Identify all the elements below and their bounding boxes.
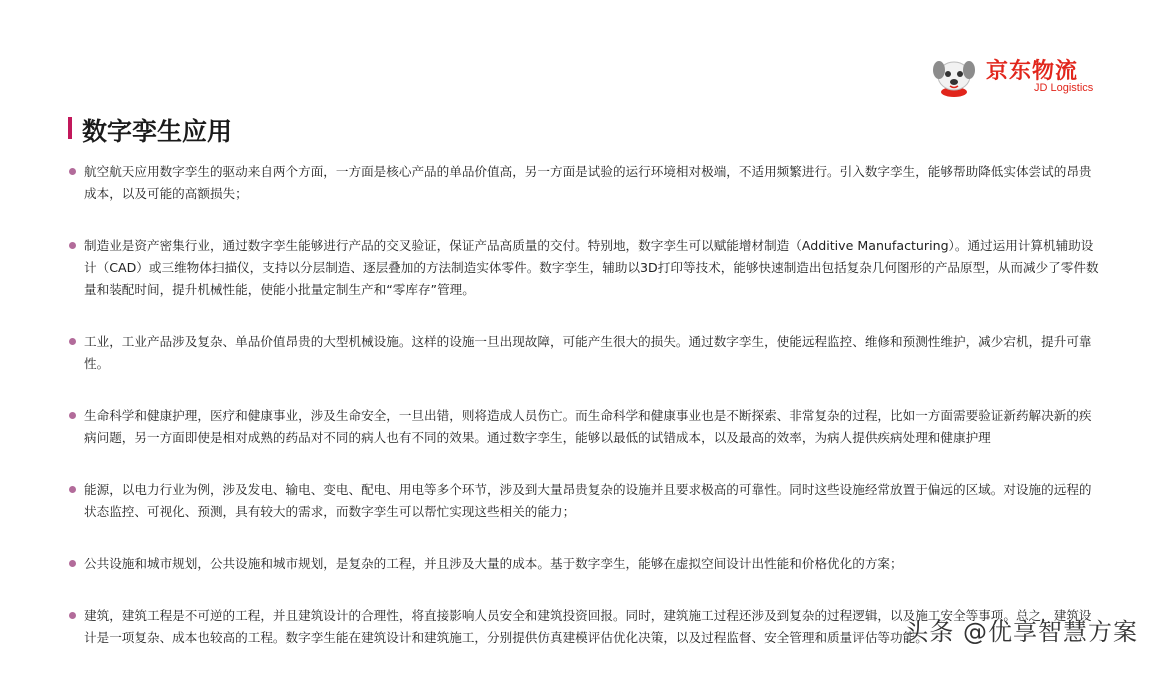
page-title: 数字孪生应用 bbox=[82, 117, 233, 146]
title-accent-bar bbox=[68, 117, 72, 139]
bullet-dot-icon bbox=[69, 242, 76, 249]
bullet-text: 公共设施和城市规划，公共设施和城市规划，是复杂的工程，并且涉及大量的成本。基于数字孪生，能够在虚拟空间设计出性能和价格优化的方案； bbox=[84, 556, 903, 571]
list-item bbox=[68, 553, 1104, 575]
bullet-text: 建筑，建筑工程是不可逆的工程，并且建筑设计的合理性，将直接影响人员安全和建筑投资回报。同时，建筑施工过程还涉及到复杂的过程逻辑，以及施工安全等事项。总之，建筑设计是一项复杂、成本也较高的工程。数字孪生能在建筑设计和建筑施工，分别提供仿真建模评估优化决策，以及过程监督、安全管理和质量评估等功能。 bbox=[84, 608, 1092, 645]
bullet-dot-icon bbox=[69, 412, 76, 419]
bullet-dot-icon bbox=[69, 560, 76, 567]
bullet-dot-icon bbox=[69, 168, 76, 175]
jd-logistics-logo bbox=[930, 52, 1100, 102]
list-item bbox=[68, 479, 1104, 523]
list-item bbox=[68, 405, 1104, 449]
watermark-text: 头条 @优享智慧方案 bbox=[904, 618, 1138, 646]
bullet-dot-icon bbox=[69, 486, 76, 493]
bullet-text: 生命科学和健康护理，医疗和健康事业，涉及生命安全，一旦出错，则将造成人员伤亡。而生命科学和健康事业也是不断探索、非常复杂的过程，比如一方面需要验证新药解决新的疾病问题，另一方面即使是相对成熟的药品对不同的病人也有不同的效果。通过数字孪生，能够以最低的试错成本，以及最高的效率，为病人提供疾病处理和健康护理 bbox=[84, 408, 1092, 445]
list-item bbox=[68, 331, 1104, 375]
bullet-text: 能源，以电力行业为例，涉及发电、输电、变电、配电、用电等多个环节，涉及到大量昂贵复杂的设施并且要求极高的可靠性。同时这些设施经常放置于偏远的区域。对设施的远程的状态监控、可视化、预测，具有较大的需求，而数字孪生可以帮忙实现这些相关的能力； bbox=[84, 482, 1092, 519]
bullet-text: 工业，工业产品涉及复杂、单品价值昂贵的大型机械设施。这样的设施一旦出现故障，可能产生很大的损失。通过数字孪生，使能远程监控、维修和预测性维护，减少宕机，提升可靠性。 bbox=[84, 334, 1092, 371]
bullet-text: 航空航天应用数字孪生的驱动来自两个方面，一方面是核心产品的单品价值高，另一方面是试验的运行环境相对极端，不适用频繁进行。引入数字孪生，能够帮助降低实体尝试的昂贵成本，以及可能的高额损失； bbox=[84, 164, 1092, 201]
bullet-dot-icon bbox=[69, 338, 76, 345]
bullet-dot-icon bbox=[69, 612, 76, 619]
logo-english-name: JD Logistics bbox=[1034, 82, 1094, 94]
jd-dog-mascot-icon bbox=[930, 52, 978, 100]
list-item bbox=[68, 235, 1104, 301]
bullet-text: 制造业是资产密集行业，通过数字孪生能够进行产品的交叉验证，保证产品高质量的交付。特别地，数字孪生可以赋能增材制造（Additive Manufacturing）。通过运用计算机辅助设计（CAD）或三维物体扫描仪，支持以分层制造、逐层叠加的方法制造实体零件。数字孪生，辅助以3D打印等技术，能够快速制造出包括复杂几何图形的产品原型，从而减少了零件数量和装配时间，提升机械性能，使能小批量定制生产和“零库存”管理。 bbox=[84, 238, 1099, 297]
list-item bbox=[68, 161, 1104, 205]
logo-chinese-name: 京东物流 bbox=[986, 59, 1079, 84]
bullet-list bbox=[68, 161, 1104, 679]
